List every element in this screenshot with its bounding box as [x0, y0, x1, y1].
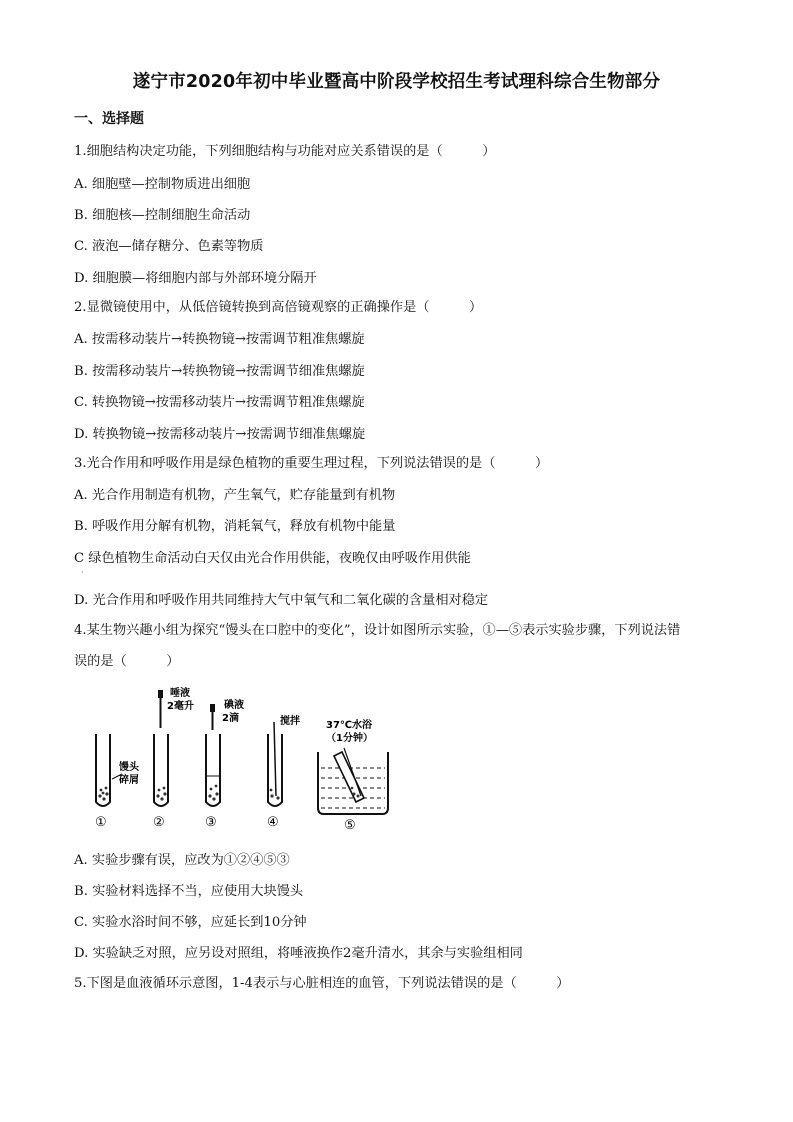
question-2-option-d: D. 转换物镜→按需移动装片→按需调节细准焦螺旋	[74, 427, 366, 442]
question-3-stem: 3.光合作用和呼吸作用是绿色植物的重要生理过程，下列说法错误的是（ ）	[74, 456, 549, 471]
label-bread: 馒头	[119, 762, 139, 773]
step-2: ②	[153, 815, 165, 830]
question-4-option-a: A. 实验步骤有误，应改为①②④⑤③	[74, 853, 290, 868]
step-1: ①	[95, 815, 107, 830]
section-heading: 一、选择题	[74, 111, 144, 127]
question-2-option-c: C. 转换物镜→按需移动装片→按需调节粗准焦螺旋	[74, 395, 365, 410]
question-4-stem-line2: 误的是（ ）	[74, 654, 180, 669]
water-bath-beaker	[318, 718, 388, 833]
label-bread-2: 碎屑	[119, 775, 139, 786]
label-saliva: 唾液	[170, 688, 190, 699]
question-3-option-a: A. 光合作用制造有机物，产生氧气，贮存能量到有机物	[74, 488, 396, 503]
question-5-stem: 5.下图是血液循环示意图，1-4表示与心脏相连的血管，下列说法错误的是（ ）	[74, 976, 570, 991]
question-2-option-b: B. 按需移动装片→转换物镜→按需调节细准焦螺旋	[74, 364, 365, 379]
question-3-option-c: C 绿色植物生命活动白天仅由光合作用供能，夜晚仅由呼吸作用供能	[74, 551, 471, 566]
question-3-option-b: B. 呼吸作用分解有机物，消耗氧气，释放有机物中能量	[74, 519, 396, 534]
question-1-option-d: D. 细胞膜—将细胞内部与外部环境分隔开	[74, 271, 317, 286]
tube-4	[267, 714, 300, 830]
label-bath-2: （1分钟）	[326, 733, 373, 744]
label-saliva-2: 2毫升	[167, 701, 194, 712]
label-iodine-2: 2滴	[222, 713, 239, 724]
question-1-stem: 1.细胞结构决定功能，下列细胞结构与功能对应关系错误的是（ ）	[74, 144, 496, 159]
question-4-option-d: D. 实验缺乏对照，应另设对照组，将唾液换作2毫升清水，其余与实验组相同	[74, 946, 523, 961]
step-5: ⑤	[344, 818, 356, 833]
page-title: 遂宁市2020年初中毕业暨高中阶段学校招生考试理科综合生物部分	[132, 72, 661, 92]
question-4-stem-line1: 4.某生物兴趣小组为探究“馒头在口腔中的变化”，设计如图所示实验，①—⑤表示实验步骤，下列说法错	[74, 623, 681, 638]
question-2-option-a: A. 按需移动装片→转换物镜→按需调节粗准焦螺旋	[74, 332, 365, 347]
tube-2	[153, 686, 194, 830]
label-bath: 37℃水浴	[326, 720, 373, 731]
label-stir: 搅拌	[280, 716, 300, 727]
experiment-figure	[86, 684, 396, 834]
step-4: ④	[267, 815, 279, 830]
question-1-option-c: C. 液泡—储存糖分、色素等物质	[74, 239, 264, 254]
question-3-option-d: D. 光合作用和呼吸作用共同维持大气中氧气和二氧化碳的含量相对稳定	[74, 593, 489, 608]
tube-1	[95, 734, 140, 830]
step-3: ③	[205, 815, 217, 830]
question-4-option-c: C. 实验水浴时间不够，应延长到10分钟	[74, 915, 307, 930]
question-1-option-a: A. 细胞壁—控制物质进出细胞	[74, 177, 251, 192]
tube-3	[205, 698, 244, 830]
question-4-option-b: B. 实验材料选择不当，应使用大块馒头	[74, 884, 304, 899]
label-iodine: 碘液	[224, 700, 244, 711]
question-2-stem: 2.显微镜使用中，从低倍镜转换到高倍镜观察的正确操作是（ ）	[74, 300, 483, 315]
stray-dot: ·	[81, 568, 84, 577]
question-1-option-b: B. 细胞核—控制细胞生命活动	[74, 208, 251, 223]
